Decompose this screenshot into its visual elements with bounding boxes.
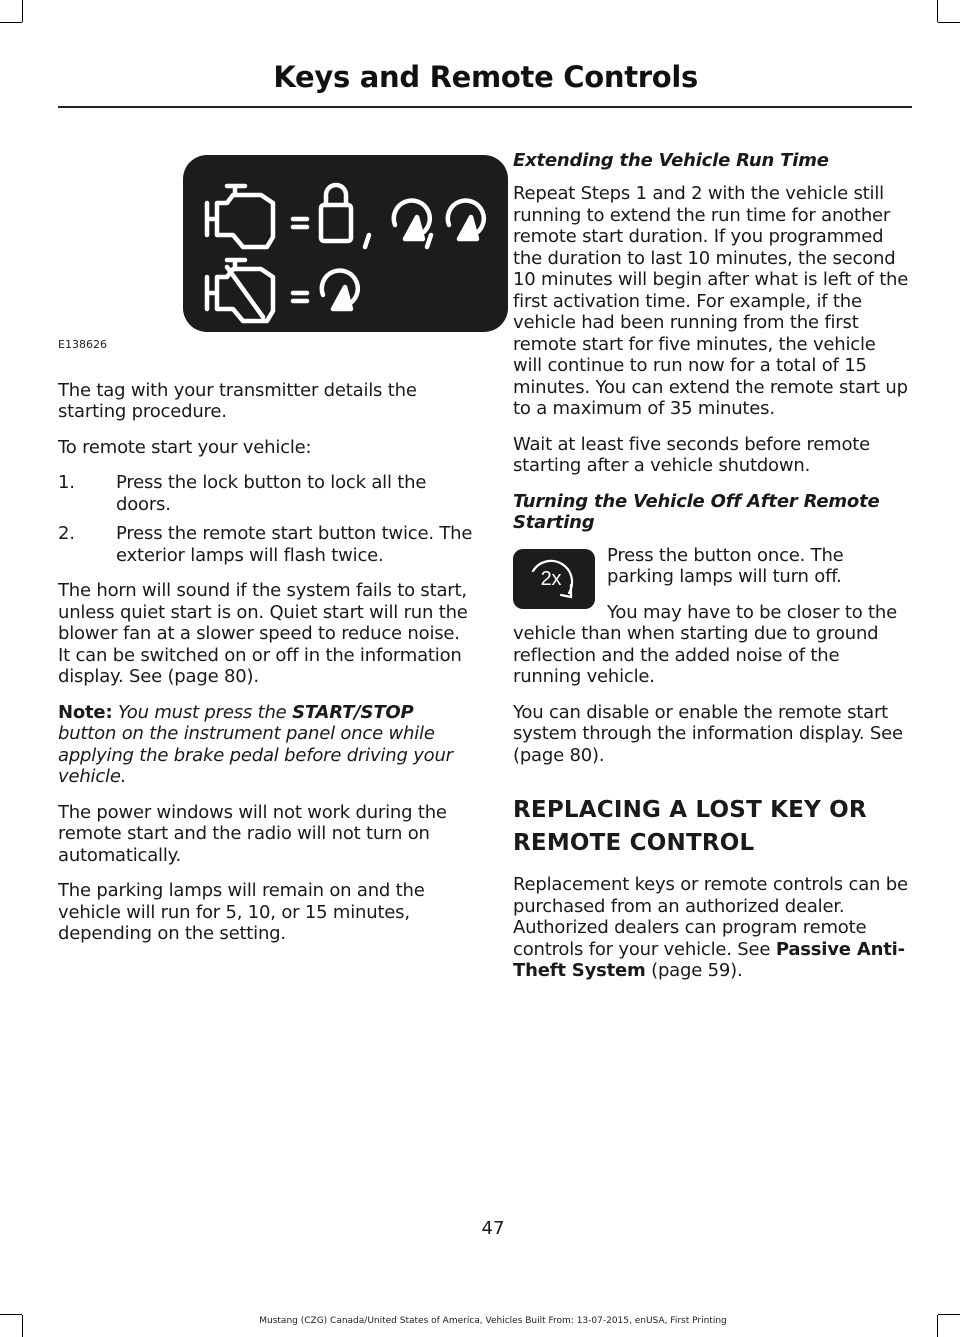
- note-text: You must press the: [112, 701, 293, 723]
- paragraph: Wait at least five seconds before remote starting after a vehicle shutdown.: [513, 433, 871, 476]
- btn-label: 2x: [540, 567, 562, 590]
- engine-off-icon: [207, 260, 273, 321]
- paragraph: The tag with your transmitter details the starting procedure.: [58, 379, 417, 422]
- page-title: Keys and Remote Controls: [273, 60, 698, 94]
- paragraph: You can disable or enable the remote start system through the information display. See (page 80).: [513, 701, 903, 766]
- press-twice-icon: [513, 549, 595, 609]
- step-number: 2.: [58, 523, 75, 544]
- note-text: button on the instrument panel once while applying the brake pedal before driving your vehicle.: [58, 723, 453, 787]
- crop-mark: [0, 1314, 22, 1315]
- crop-mark: [0, 22, 22, 23]
- remote-start-2x-icon: [513, 549, 595, 609]
- remote-start-icon: [448, 201, 484, 239]
- section-heading-line: REPLACING A LOST KEY OR: [513, 797, 867, 823]
- check-engine-icon: [207, 186, 273, 247]
- footer-text: Mustang (CZG) Canada/United States of America, Vehicles Built From: 13-07-2015, enUSA, First Printing: [259, 1316, 727, 1326]
- paragraph: The parking lamps will remain on and the vehicle will run for 5, 10, or 15 minutes, depending on the setting.: [58, 880, 425, 944]
- right-column: [513, 150, 910, 996]
- paragraph: To remote start your vehicle:: [58, 436, 312, 458]
- subheading: Turning the Vehicle Off After Remote Starting: [513, 490, 880, 533]
- steps-list: [58, 472, 476, 566]
- lock-icon: [321, 185, 351, 241]
- step-number: 1.: [58, 472, 75, 493]
- paragraph: [513, 874, 910, 982]
- section-heading: [513, 794, 910, 860]
- crop-mark: [938, 22, 960, 23]
- engine-lock-start-diagram: [183, 155, 508, 332]
- note-button-name: START/STOP: [292, 701, 414, 723]
- paragraph: You may have to be closer to the vehicle than when starting due to ground reflection and the added noise of the running vehicle.: [513, 601, 898, 687]
- list-item: [58, 523, 476, 566]
- section-heading-line: REMOTE CONTROL: [513, 830, 755, 856]
- note-label: Note:: [58, 701, 113, 723]
- paragraph: The power windows will not work during the remote start and the radio will not turn on automatically.: [58, 801, 447, 866]
- crop-mark: [22, 0, 23, 22]
- paragraph-text: (page 59).: [645, 960, 743, 981]
- list-item: [58, 472, 476, 515]
- page-number: 47: [481, 1218, 505, 1239]
- step-text: Press the lock button to lock all the doors.: [116, 472, 427, 515]
- remote-start-icon: [322, 271, 358, 309]
- crop-mark: [937, 0, 938, 22]
- button-instruction: [513, 545, 910, 688]
- subheading: Extending the Vehicle Run Time: [513, 150, 829, 171]
- left-column: [58, 150, 476, 959]
- cross-reference-link[interactable]: Passive Anti-Theft System: [513, 938, 905, 981]
- header-divider: [58, 106, 912, 108]
- paragraph-text: Replacement keys or remote controls can be purchased from an authorized dealer. Authorized dealers can program remote controls for your vehicle. See: [513, 874, 908, 960]
- remote-start-icon: [394, 201, 430, 239]
- paragraph: The horn will sound if the system fails to start, unless quiet start is on. Quiet start will run the blower fan at a slower speed to reduce noise. It can be switched on or off in the information display. See (page 80).: [58, 580, 468, 687]
- paragraph: Repeat Steps 1 and 2 with the vehicle still running to extend the run time for another remote start duration. If you programmed the duration to last 10 minutes, the second 10 minutes will begin after what is left of the first activation time. For example, if the vehicle had been running from the first remote start for five minutes, the vehicle will continue to run now for a total of 15 minutes. You can extend the remote start up to a maximum of 35 minutes.: [513, 183, 909, 419]
- note: [58, 702, 476, 788]
- figure-code: E138626: [58, 338, 107, 351]
- step-text: Press the remote start button twice. The exterior lamps will flash twice.: [116, 523, 473, 566]
- remote-start-figure: [183, 155, 508, 332]
- crop-mark: [938, 1314, 960, 1315]
- paragraph: Press the button once. The parking lamps will turn off.: [607, 544, 844, 587]
